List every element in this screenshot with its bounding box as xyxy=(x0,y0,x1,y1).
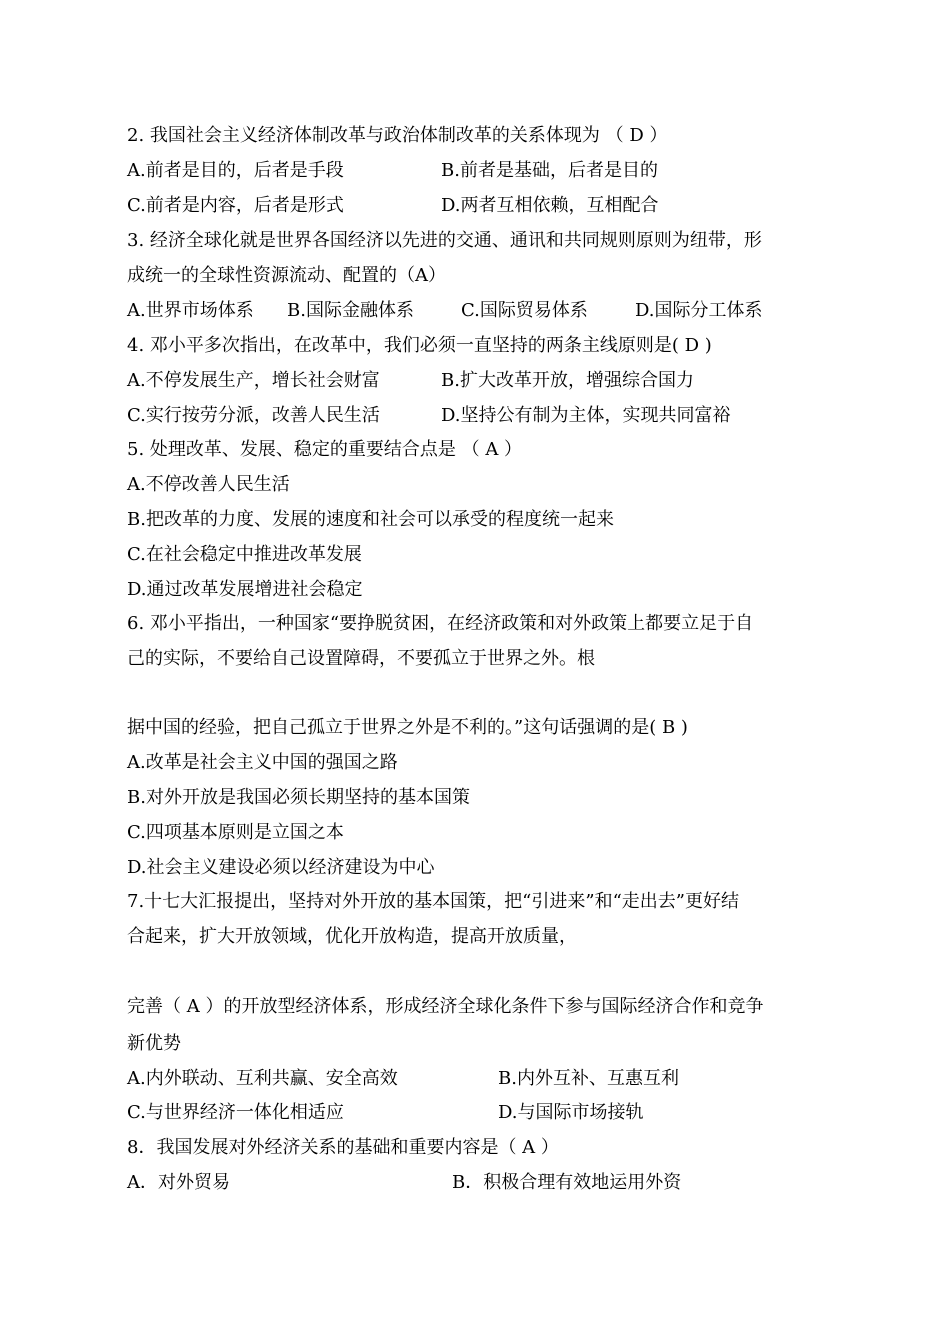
question-7-option-b: B.内外互补、互惠互利 xyxy=(498,1068,679,1089)
question-2-option-b: B.前者是基础，后者是目的 xyxy=(441,160,658,181)
question-5-option-d: D.通过改革发展增进社会稳定 xyxy=(127,579,363,600)
question-2-stem: 2. 我国社会主义经济体制改革与政治体制改革的关系体现为 （ D ） xyxy=(127,125,668,146)
question-6-option-a: A.改革是社会主义中国的强国之路 xyxy=(127,752,398,773)
question-7-option-c: C.与世界经济一体化相适应 xyxy=(127,1102,344,1123)
question-4-stem: 4. 邓小平多次指出，在改革中，我们必须一直坚持的两条主线原则是( D ) xyxy=(127,335,712,356)
question-7-option-a: A.内外联动、互利共赢、安全高效 xyxy=(127,1068,398,1089)
question-6-stem-line-3: 据中国的经验，把自己孤立于世界之外是不利的。”这句话强调的是( B ) xyxy=(127,717,688,738)
question-7-stem-line-2: 合起来，扩大开放领域，优化开放构造，提高开放质量， xyxy=(127,926,577,947)
question-3-option-b: B.国际金融体系 xyxy=(287,300,414,321)
question-3-option-a: A.世界市场体系 xyxy=(127,300,254,321)
question-5-option-c: C.在社会稳定中推进改革发展 xyxy=(127,544,362,565)
question-6-option-c: C.四项基本原则是立国之本 xyxy=(127,822,344,843)
question-3-stem-line-2: 成统一的全球性资源流动、配置的（A） xyxy=(127,265,446,286)
question-7-stem-line-4: 新优势 xyxy=(127,1033,181,1054)
question-7-stem-line-1: 7.十七大汇报提出，坚持对外开放的基本国策，把“引进来”和“走出去”更好结 xyxy=(127,891,739,912)
question-5-stem: 5. 处理改革、发展、稳定的重要结合点是 （ A ） xyxy=(127,439,523,460)
question-6-stem-line-2: 己的实际，不要给自己设置障碍，不要孤立于世界之外。根 xyxy=(127,648,595,669)
question-2-option-a: A.前者是目的，后者是手段 xyxy=(127,160,344,181)
question-5-option-a: A.不停改善人民生活 xyxy=(127,474,290,495)
question-3-option-c: C.国际贸易体系 xyxy=(461,300,588,321)
question-2-option-d: D.两者互相依赖，互相配合 xyxy=(441,195,659,216)
question-6-option-d: D.社会主义建设必须以经济建设为中心 xyxy=(127,857,435,878)
question-7-stem-line-3: 完善（ A ）的开放型经济体系，形成经济全球化条件下参与国际经济合作和竞争 xyxy=(127,996,764,1017)
question-4-option-a: A.不停发展生产，增长社会财富 xyxy=(127,370,380,391)
question-4-option-c: C.实行按劳分派，改善人民生活 xyxy=(127,405,380,426)
question-8-option-b: B．积极合理有效地运用外资 xyxy=(452,1172,682,1193)
question-6-stem-line-1: 6. 邓小平指出，一种国家“要挣脱贫困，在经济政策和对外政策上都要立足于自 xyxy=(127,613,754,634)
question-4-option-b: B.扩大改革开放，增强综合国力 xyxy=(441,370,694,391)
question-8-stem: 8．我国发展对外经济关系的基础和重要内容是（ A ） xyxy=(127,1137,559,1158)
question-3-option-d: D.国际分工体系 xyxy=(635,300,763,321)
question-4-option-d: D.坚持公有制为主体，实现共同富裕 xyxy=(441,405,731,426)
question-2-option-c: C.前者是内容，后者是形式 xyxy=(127,195,344,216)
question-6-option-b: B.对外开放是我国必须长期坚持的基本国策 xyxy=(127,787,470,808)
question-8-option-a: A．对外贸易 xyxy=(127,1172,230,1193)
question-5-option-b: B.把改革的力度、发展的速度和社会可以承受的程度统一起来 xyxy=(127,509,614,530)
question-7-option-d: D.与国际市场接轨 xyxy=(498,1102,644,1123)
question-3-stem-line-1: 3. 经济全球化就是世界各国经济以先进的交通、通讯和共同规则原则为纽带，形 xyxy=(127,230,762,251)
